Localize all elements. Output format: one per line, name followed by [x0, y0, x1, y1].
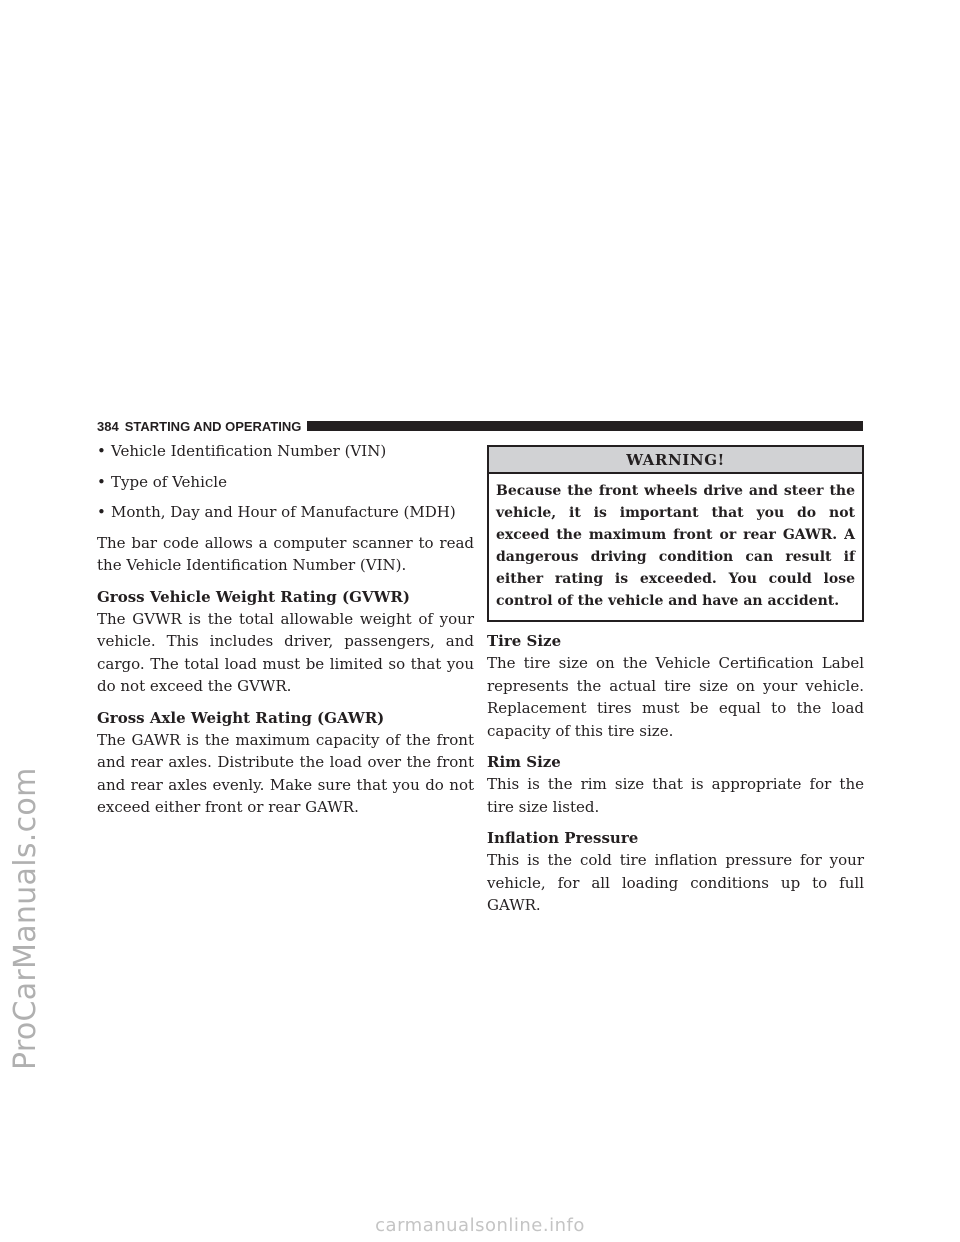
rim-size-heading: Rim Size [487, 753, 561, 771]
gvwr-heading: Gross Vehicle Weight Rating (GVWR) [97, 587, 410, 606]
page-header [97, 418, 863, 434]
side-watermark-text: ProCarManuals.com [8, 767, 43, 1070]
bullet-icon: • [97, 472, 106, 491]
bullet-icon: • [97, 442, 106, 460]
gawr-paragraph: The GAWR is the maximum capacity of the front and rear axles. Distribute the load over the front and rear axles evenly. Make sure that you do not exceed either front or rear GAWR. [97, 730, 474, 816]
warning-box [487, 445, 864, 622]
gvwr-paragraph: The GVWR is the total allowable weight of your vehicle. This includes driver, passengers, and cargo. The total load must be limited so that you do not exceed the GVWR. [97, 609, 474, 695]
header-rule [307, 421, 863, 431]
section-title: STARTING AND OPERATING [124, 418, 302, 434]
barcode-paragraph: The bar code allows a computer scanner to read the Vehicle Identification Number (VIN). [97, 533, 474, 574]
rim-size-paragraph: This is the rim size that is appropriate for the tire size listed. [487, 775, 864, 816]
list-item: • Month, Day and Hour of Manufacture (MDH) [97, 501, 474, 524]
footer-watermark: carmanualsonline.info [375, 1215, 585, 1236]
list-item: • Type of Vehicle [97, 471, 474, 494]
inflation-pressure-paragraph: This is the cold tire inflation pressure for your vehicle, for all loading conditions up to full GAWR. [487, 851, 864, 914]
side-watermark [8, 760, 68, 1070]
tire-size-heading: Tire Size [487, 632, 562, 650]
inflation-pressure-heading: Inflation Pressure [487, 829, 639, 847]
page-number: 384 [97, 418, 119, 434]
list-item: • Vehicle Identification Number (VIN) [97, 440, 474, 463]
gawr-heading: Gross Axle Weight Rating (GAWR) [97, 708, 385, 727]
right-column [487, 445, 864, 926]
warning-title: WARNING! [489, 447, 862, 474]
label-contents-list [97, 440, 474, 524]
warning-text: Because the front wheels drive and steer the vehicle, it is important that you do not exceed the maximum front or rear GAWR. A dangerous driving condition can result if either rating is exceeded. You could lose control of the vehicle and have an accident. [496, 483, 855, 609]
tire-size-paragraph: The tire size on the Vehicle Certification Label represents the actual tire size on your vehicle. Replacement tires must be equal to the load capacity of this tire size. [487, 654, 864, 740]
bullet-icon: • [97, 503, 106, 521]
left-column [97, 440, 474, 828]
